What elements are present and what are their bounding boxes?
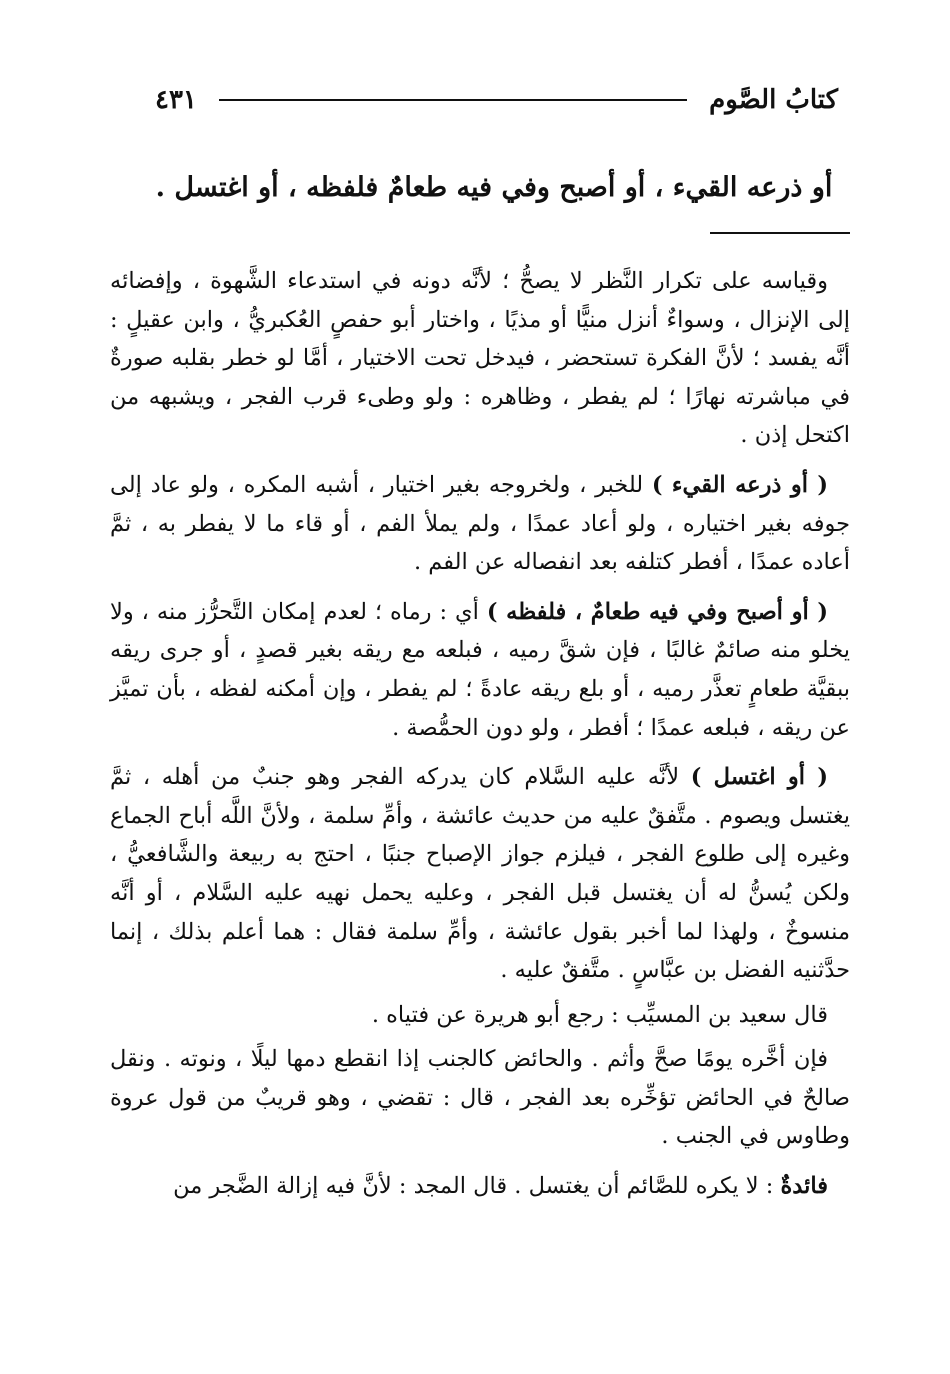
paragraph-text: أي : رماه ؛ لعدم إمكان التَّحرُّز منه ، ولا يخلو منه صائمٌ غالبًا ، فإن شقَّ رميه ، فبلعه مع ريقه بغير قصدٍ ، أو جرى ريقه ببقيَّة طعامٍ تعذَّر رميه ، أو بلع ريقه عادةً ؛ لم يفطر ، وإن أمكنه لفظه ، بأن تميَّز عن ريقه ، فبلعه عمدًا ؛ أفطر ، ولو دون الحمُّصة . xyxy=(110,598,850,741)
paragraph xyxy=(110,593,850,747)
paragraph xyxy=(110,1040,850,1156)
paragraph-text: لأنَّه عليه السَّلام كان يدركه الفجر وهو جنبٌ من أهله ، ثمَّ يغتسل ويصوم . متَّفقٌ عليه من حديث عائشة ، وأمِّ سلمة ، ولأنَّ اللَّه أباح الجماع وغيره إلى طلوع الفجر ، فيلزم جواز الإصباح جنبًا ، احتج به ربيعة والشَّافعيُّ ، ولكن يُسنُّ له أن يغتسل قبل الفجر ، وعليه يحمل نهيه عليه السَّلام ، أو أنَّه منسوخٌ ، ولهذا لما أخبر بقول عائشة ، وأمِّ سلمة فقال : هما أعلم بذلك ، إنما حدَّثنيه الفضل بن عبَّاسٍ . متَّفقٌ عليه . xyxy=(110,764,850,984)
paragraph-text: وقياسه على تكرار النَّظر لا يصحُّ ؛ لأنَّه دونه في استدعاء الشَّهوة ، وإفضائه إلى الإنزال ، وسواءٌ أنزل منيًّا أو مذيًا ، واختار أبو حفصٍ العُكبريُّ ، وابن عقيلٍ : أنَّه يفسد ؛ لأنَّ الفكرة تستحضر ، فيدخل تحت الاختيار ، أمَّا لو خطر بقلبه صورةٌ في مباشرته نهارًا ؛ لم يفطر ، وظاهره : ولو وطىء قرب الفجر ، ويشبهه من اكتحل إذن . xyxy=(110,268,850,449)
paragraph-text: قال سعيد بن المسيِّب : رجع أبو هريرة عن فتياه . xyxy=(371,1001,828,1028)
page-number: ٤٣١ xyxy=(155,85,197,115)
paragraph-text: فإن أخَّره يومًا صحَّ وأثم . والحائض كالجنب إذا انقطع دمها ليلًا ، ونوته . ونقل صالحٌ في الحائض تؤخِّره بعد الفجر ، قال : تقضي ، وهو قريبٌ من قول عروة وطاوس في الجنب . xyxy=(110,1046,850,1150)
paragraph xyxy=(110,758,850,990)
paragraph-lead: ( أو اغتسل ) xyxy=(690,764,828,791)
paragraph xyxy=(110,1167,850,1206)
book-title: كتابُ الصَّوم xyxy=(709,85,838,115)
footnote-separator xyxy=(710,232,850,234)
paragraph xyxy=(110,996,850,1035)
paragraph-lead: ( أو ذرعه القيء ) xyxy=(651,471,828,498)
paragraph-text: : لا يكره للصَّائم أن يغتسل . قال المجد : لأنَّ فيه إزالة الضَّجر من xyxy=(173,1173,781,1200)
paragraph-text: للخبر ، ولخروجه بغير اختيار ، أشبه المكره ، ولو عاد إلى جوفه بغير اختياره ، ولو أعاد عمدًا ، ولم يملأ الفم ، أو قاء ما لا يفطر به ، ثمَّ أعاده عمدًا ، أفطر كتلفه بعد انفصاله عن الفم . xyxy=(110,471,850,576)
paragraph xyxy=(110,262,850,455)
running-header xyxy=(155,80,838,120)
matn-text: أو ذرعه القيء ، أو أصبح وفي فيه طعامٌ فلفظه ، أو اغتسل . xyxy=(155,172,833,203)
commentary xyxy=(110,262,850,1217)
paragraph-lead: ( أو أصبح وفي فيه طعامٌ ، فلفظه ) xyxy=(486,598,828,625)
paragraph xyxy=(110,466,850,582)
paragraph-lead: فائدةٌ xyxy=(780,1173,828,1200)
header-rule xyxy=(219,99,687,101)
